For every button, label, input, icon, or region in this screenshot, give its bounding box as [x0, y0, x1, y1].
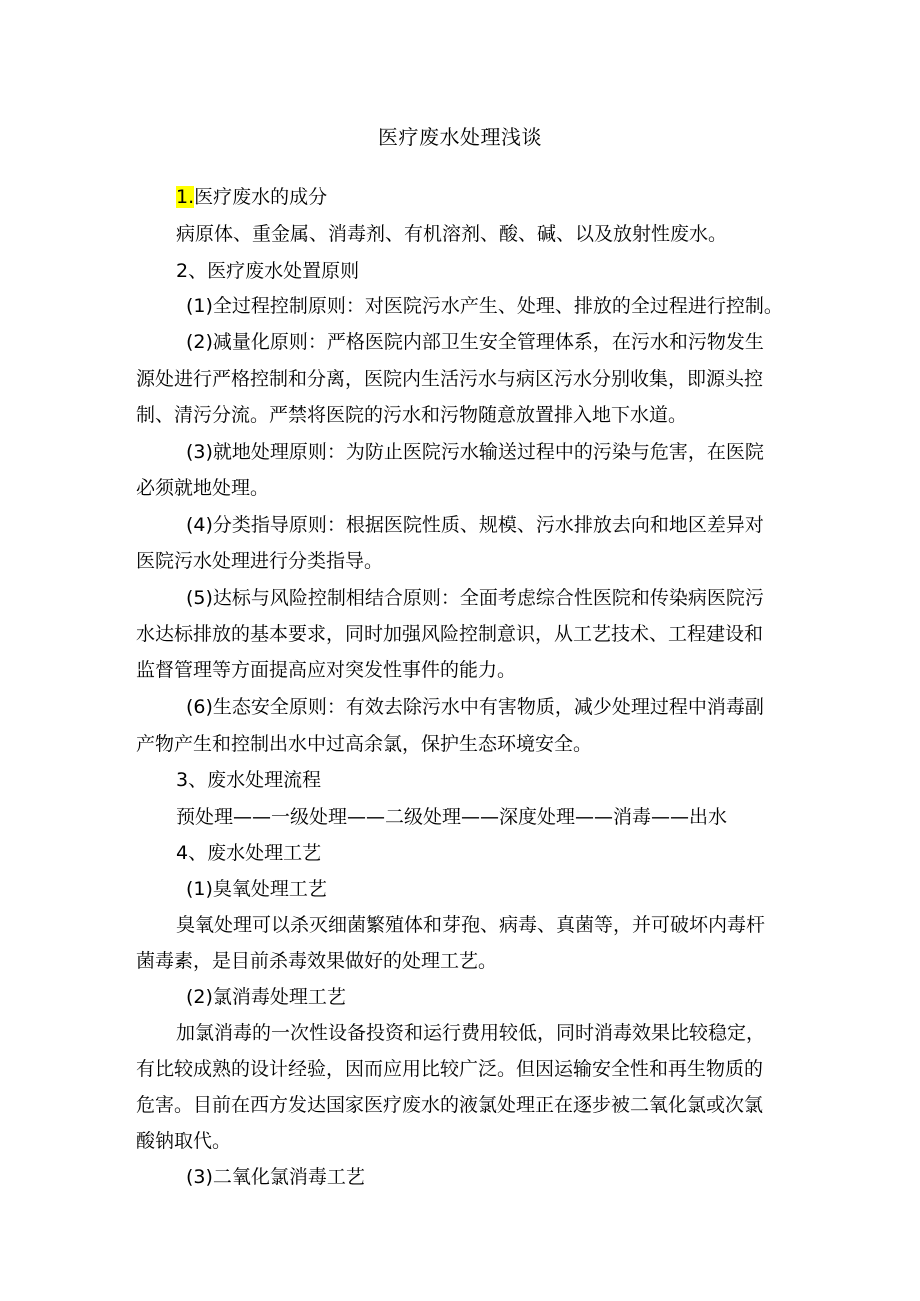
chlorine-text-line-4: 酸钠取代。	[136, 1130, 232, 1152]
principle-3-line-2: 必须就地处理。	[136, 477, 270, 499]
chlorine-dioxide-heading: (3)二氧化氯消毒工艺	[186, 1166, 365, 1188]
section-1-text: 病原体、重金属、消毒剂、有机溶剂、酸、碱、以及放射性废水。	[176, 223, 728, 245]
principle-6-line-2: 产物产生和控制出水中过高余氯，保护生态环境安全。	[136, 733, 593, 755]
principle-2-line-2: 源处进行严格控制和分离，医院内生活污水与病区污水分别收集，即源头控	[136, 368, 764, 390]
principle-5-line-3: 监督管理等方面提高应对突发性事件的能力。	[136, 659, 517, 681]
section-2-heading: 2、医疗废水处置原则	[176, 260, 360, 282]
section-1-heading	[176, 183, 327, 211]
principle-4-line-1: (4)分类指导原则：根据医院性质、规模、污水排放去向和地区差异对	[186, 514, 764, 536]
section-4-heading: 4、废水处理工艺	[176, 842, 322, 864]
process-flow: 预处理——一级处理——二级处理——深度处理——消毒——出水	[176, 806, 728, 828]
principle-4-line-2: 医院污水处理进行分类指导。	[136, 550, 384, 572]
section-1-heading-text: 医疗废水的成分	[194, 186, 328, 208]
principle-1-line-1: (1)全过程控制原则：对医院污水产生、处理、排放的全过程进行控制。	[186, 295, 783, 317]
highlighted-section-number: 1.	[176, 186, 195, 208]
chlorine-heading: (2)氯消毒处理工艺	[186, 986, 346, 1008]
chlorine-text-line-2: 有比较成熟的设计经验，因而应用比较广泛。但因运输安全性和再生物质的	[136, 1058, 764, 1080]
chlorine-text-line-1: 加氯消毒的一次性设备投资和运行费用较低，同时消毒效果比较稳定，	[176, 1022, 766, 1044]
principle-2-line-3: 制、清污分流。严禁将医院的污水和污物随意放置排入地下水道。	[136, 404, 688, 426]
chlorine-text-line-3: 危害。目前在西方发达国家医疗废水的液氯处理正在逐步被二氧化氯或次氯	[136, 1094, 764, 1116]
principle-5-line-1: (5)达标与风险控制相结合原则：全面考虑综合性医院和传染病医院污	[186, 587, 764, 609]
ozone-text-line-2: 菌毒素，是目前杀毒效果做好的处理工艺。	[136, 950, 498, 972]
principle-5-line-2: 水达标排放的基本要求，同时加强风险控制意识，从工艺技术、工程建设和	[136, 623, 764, 645]
section-3-heading: 3、废水处理流程	[176, 769, 322, 791]
ozone-text-line-1: 臭氧处理可以杀灭细菌繁殖体和芽孢、病毒、真菌等，并可破坏内毒杆	[176, 914, 766, 936]
ozone-heading: (1)臭氧处理工艺	[186, 878, 327, 900]
principle-6-line-1: (6)生态安全原则：有效去除污水中有害物质，减少处理过程中消毒副	[186, 696, 764, 718]
principle-2-line-1: (2)减量化原则：严格医院内部卫生安全管理体系，在污水和污物发生	[186, 331, 764, 353]
document-title: 医疗废水处理浅谈	[378, 125, 542, 149]
principle-3-line-1: (3)就地处理原则：为防止医院污水输送过程中的污染与危害，在医院	[186, 441, 764, 463]
